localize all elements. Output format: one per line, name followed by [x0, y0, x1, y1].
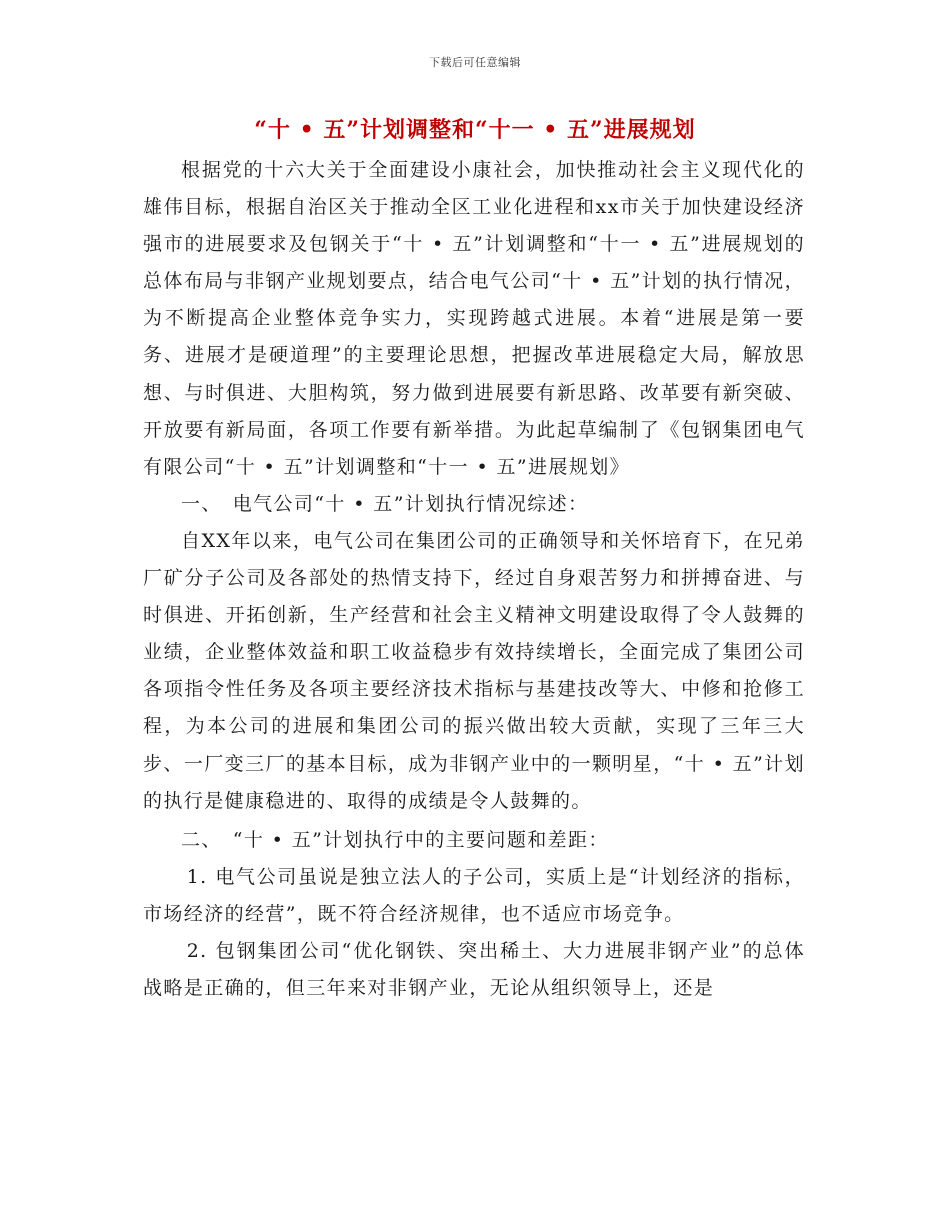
paragraph-summary: 自XX年以来，电气公司在集团公司的正确领导和关怀培育下，在兄弟厂矿分子公司及各部处的热情支持下，经过自身艰苦努力和拼搏奋进、与时俱进、开拓创新，生产经营和社会主义精神文明建设取得了令人鼓舞的业绩，企业整体效益和职工收益稳步有效持续增长，全面完成了集团公司各项指令性任务及各项主要经济技术指标与基建技改等大、中修和抢修工程，为本公司的进展和集团公司的振兴做出较大贡献，实现了三年三大步、一厂变三厂的基本目标，成为非钢产业中的一颗明星，“十 • 五”计划的执行是健康稳进的、取得的成绩是令人鼓舞的。 — [143, 529, 805, 812]
header-note: 下载后可任意编辑 — [429, 56, 521, 69]
document-body — [143, 152, 805, 1007]
section-heading-1: 一、 电气公司“十 • 五”计划执行情况综述： — [181, 492, 589, 515]
list-item-1: 1. 电气公司虽说是独立法人的子公司，实质上是“计划经济的指标，市场经济的经营”，既不符合经济规律，也不适应市场竞争。 — [143, 865, 805, 925]
list-item-2: 2. 包钢集团公司“优化钢铁、突出稀土、大力进展非钢产业”的总体战略是正确的，但三年来对非钢产业，无论从组织领导上，还是 — [143, 939, 805, 1000]
document-title: “十 • 五”计划调整和“十一 • 五”进展规划 — [254, 117, 696, 143]
section-heading-2: 二、 “十 • 五”计划执行中的主要问题和差距： — [181, 828, 609, 851]
paragraph-intro: 根据党的十六大关于全面建设小康社会，加快推动社会主义现代化的雄伟目标，根据自治区关于推动全区工业化进程和xx市关于加快建设经济强市的进展要求及包钢关于“十 • 五”计划调整和“十一 • 五”进展规划的总体布局与非钢产业规划要点，结合电气公司“十 • 五”计划的执行情况，为不断提高企业整体竞争实力，实现跨越式进展。本着“进展是第一要务、进展才是硬道理”的主要理论思想，把握改革进展稳定大局，解放思想、与时俱进、大胆构筑，努力做到进展要有新思路、改革要有新突破、开放要有新局面，各项工作要有新举措。为此起草编制了《包钢集团电气有限公司“十 • 五”计划调整和“十一 • 五”进展规划》 — [143, 159, 805, 478]
